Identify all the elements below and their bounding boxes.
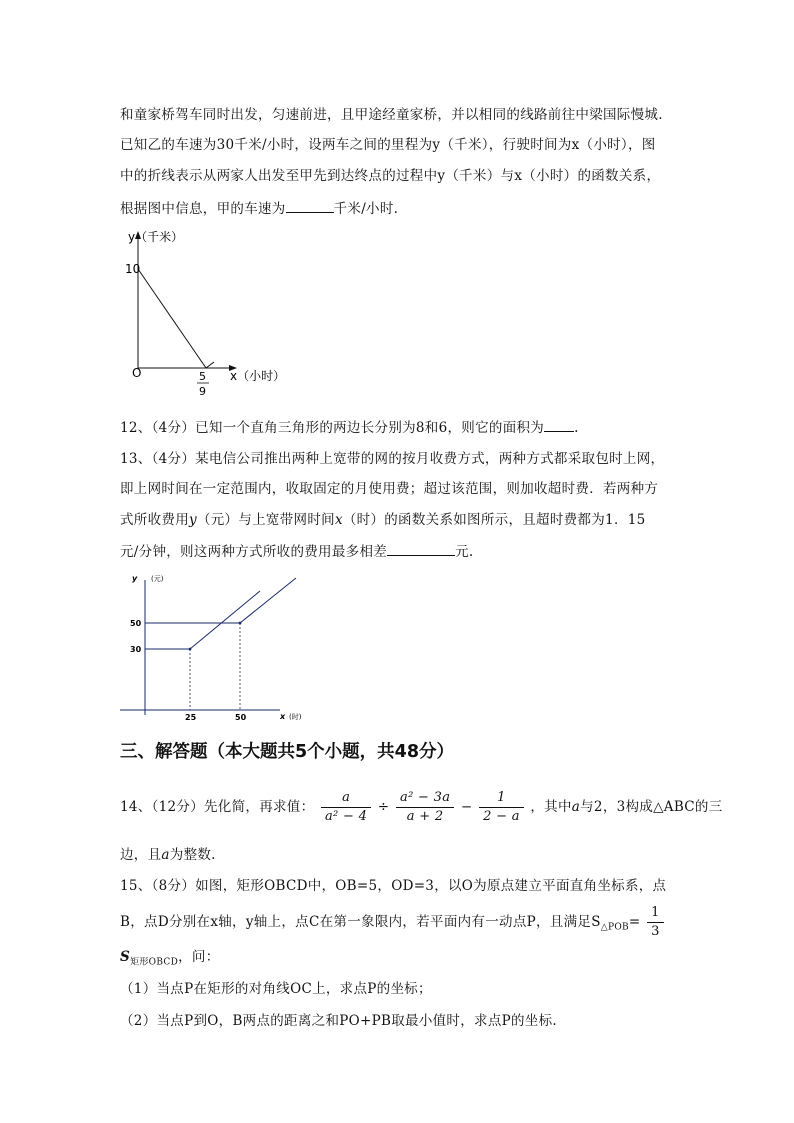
problem15-line2-text: B，点D分别在x轴，y轴上，点C在第一象限内，若平面内有一动点P，且满足S	[120, 914, 601, 930]
y-tick-30: 30	[130, 645, 142, 654]
problem13-line1: 13、（4分）某电信公司推出两种上宽带的网的按月收费方式，两种方式都采取包时上网，	[120, 451, 665, 467]
answer-blank	[286, 200, 334, 213]
problem15-line3	[120, 945, 220, 968]
rectangle-subscript: 矩形OBCD	[130, 957, 179, 968]
problem14-line2-a: 边，且	[120, 847, 162, 863]
problem14-line2-b: 为整数.	[169, 847, 216, 863]
x-axis-label: x（小时）	[230, 369, 286, 383]
problem13-line4	[120, 540, 473, 560]
fraction-3-denominator: 2 − a	[483, 809, 520, 824]
y-label: y	[132, 574, 138, 583]
problem11-line4-tail: 千米/小时.	[333, 201, 399, 217]
x-label: x	[280, 712, 286, 721]
area-s: S	[120, 949, 131, 965]
point-25-30	[189, 648, 192, 651]
divide-sign: ÷	[377, 799, 390, 815]
fraction-1-denominator: a² − 4	[325, 809, 368, 824]
origin-label: O	[132, 366, 142, 380]
fee-time-graph	[118, 570, 308, 730]
var-a: a	[571, 799, 581, 815]
distance-time-graph	[118, 225, 288, 400]
problem15-line1: 15、（8分）如图，矩形OBCD中，OB=5，OD=3，以O为原点建立平面直角坐标系，点	[120, 878, 667, 894]
answer-blank	[387, 543, 455, 556]
problem14-line2	[120, 843, 216, 863]
problem13-line3-a: 式所收费用	[120, 512, 189, 528]
x-tick-50: 50	[235, 713, 247, 722]
plan-a-rising-line	[190, 591, 260, 649]
problem13-line3	[120, 508, 646, 528]
problem14-suffix-b: 与2，3构成△ABC的三	[580, 799, 723, 815]
fraction-2	[396, 790, 454, 825]
problem14-prefix: 14、（12分）先化简，再求值：	[120, 799, 315, 815]
section-heading: 三、解答题（本大题共5个小题，共48分）	[120, 742, 455, 762]
problem13-line3-c: （时）的函数关系如图所示，且超时费都为1．15	[342, 512, 646, 528]
x-tick-denominator: 9	[199, 385, 206, 398]
equals-sign: =	[628, 914, 641, 930]
problem15-q1: （1）当点P在矩形的对角线OC上，求点P的坐标；	[120, 981, 432, 997]
problem12-text: 12、（4分）已知一个直角三角形的两边长分别为8和6，则它的面积为	[120, 420, 545, 436]
x-unit: (时)	[289, 713, 302, 721]
triangle-subscript: △POB	[600, 922, 629, 933]
graph-line-tail	[206, 362, 214, 368]
problem14-suffix-a: ，其中	[530, 799, 572, 815]
fraction-1-numerator: a	[321, 790, 371, 808]
fraction-denominator: 3	[651, 924, 660, 939]
fraction-2-denominator: a + 2	[406, 809, 444, 824]
graph-line	[138, 269, 206, 368]
y-tick-50: 50	[130, 619, 142, 628]
problem15-line3-text: ，问：	[178, 949, 220, 965]
fraction-3-numerator: 1	[479, 790, 524, 808]
fraction-1	[321, 790, 371, 825]
y-axis-label: y（千米）	[128, 230, 184, 244]
point-50-50	[239, 622, 242, 625]
var-x: x	[334, 512, 343, 528]
problem15-line2	[120, 905, 666, 940]
fraction-3	[479, 790, 524, 825]
problem13-line4-text: 元/分钟，则这两种方式所收的费用最多相差	[120, 544, 388, 560]
problem15-q2: （2）当点P到O，B两点的距离之和PO+PB取最小值时，求点P的坐标.	[120, 1013, 558, 1029]
problem12-tail: .	[574, 420, 579, 436]
x-tick-25: 25	[185, 713, 197, 722]
problem11-line1: 和童家桥驾车同时出发，匀速前进，且甲途经童家桥，并以相同的线路前往中梁国际慢城.	[120, 107, 663, 123]
problem13-line2: 即上网时间在一定范围内，收取固定的月使用费；超过该范围，则加收超时费．若两种方	[120, 481, 659, 497]
var-y: y	[189, 512, 197, 528]
fraction-2-numerator: a² − 3a	[396, 790, 454, 808]
y-unit: (元)	[151, 575, 164, 583]
x-tick-numerator: 5	[199, 370, 206, 383]
problem14-line1	[120, 790, 723, 825]
minus-sign: −	[460, 799, 473, 815]
problem13-line3-b: （元）与上宽带网时间	[196, 512, 335, 528]
problem11-line3: 中的折线表示从两家人出发至甲先到达终点的过程中y（千米）与x（小时）的函数关系，	[120, 168, 661, 184]
y-tick-10: 10	[125, 262, 141, 276]
problem11-line4-text: 根据图中信息，甲的车速为	[120, 201, 286, 217]
one-third-fraction	[647, 905, 664, 940]
problem11-line4	[120, 197, 398, 217]
answer-blank	[544, 419, 574, 432]
var-a: a	[161, 847, 170, 863]
problem12	[120, 416, 579, 436]
problem13-line4-tail: 元.	[455, 544, 474, 560]
problem11-line2: 已知乙的车速为30千米/小时，设两车之间的里程为y（千米），行驶时间为x（小时），图	[120, 137, 656, 153]
fraction-numerator: 1	[647, 905, 664, 923]
